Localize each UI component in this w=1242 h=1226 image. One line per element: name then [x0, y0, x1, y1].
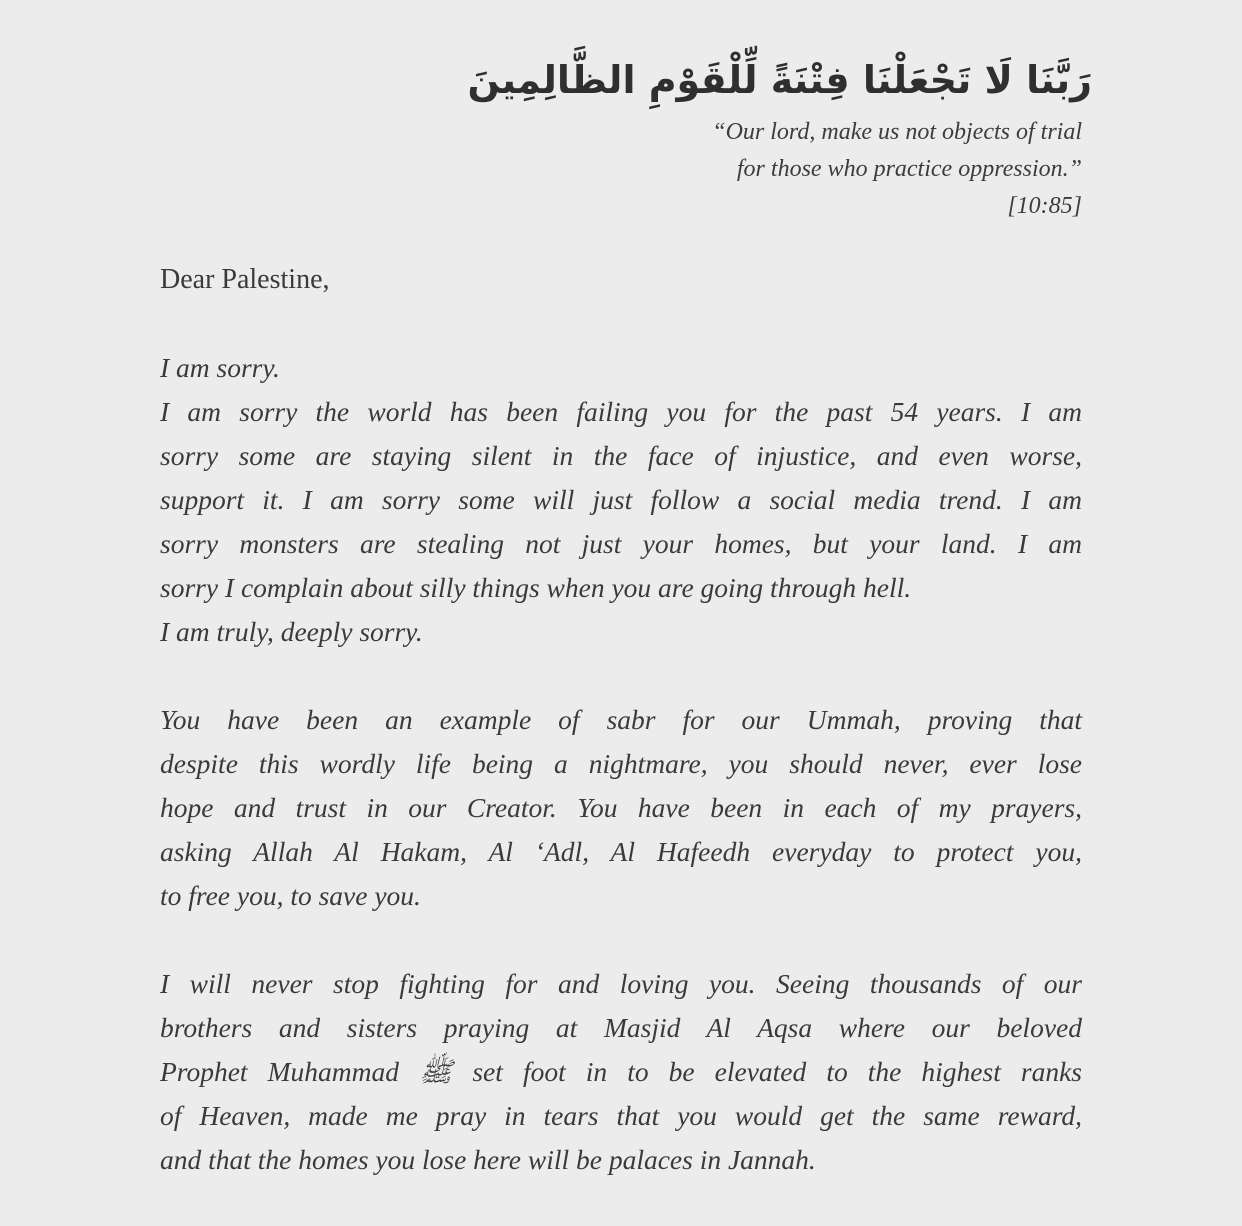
- paragraph-line: sorry I complain about silly things when you are going through hell.: [160, 572, 912, 603]
- paragraph-line: support it. I am sorry some will just follow a social media trend. I am: [160, 484, 1082, 515]
- arabic-verse: رَبَّنَا لَا تَجْعَلْنَا فِتْنَةً لِّلْقَوْمِ الظَّالِمِينَ: [467, 58, 1092, 102]
- letter-body: [160, 258, 1082, 1226]
- sabr-paragraph: [160, 698, 1082, 918]
- paragraph-line: to free you, to save you.: [160, 880, 421, 911]
- paragraph-line: despite this wordly life being a nightmare, you should never, ever lose: [160, 748, 1082, 779]
- paragraph-line: I am sorry.: [160, 352, 280, 383]
- translation-line: “Our lord, make us not objects of trial: [712, 119, 1082, 145]
- translation-line: for those who practice oppression.”: [736, 156, 1082, 182]
- paragraph-line: sorry monsters are stealing not just your homes, but your land. I am: [160, 528, 1082, 559]
- paragraph-line: I am truly, deeply sorry.: [160, 616, 423, 647]
- paragraph-line: I will never stop fighting for and loving you. Seeing thousands of our: [160, 968, 1082, 999]
- verse-reference: [10:85]: [1007, 193, 1082, 219]
- salutation: Dear Palestine,: [160, 264, 330, 295]
- prayer-paragraph: [160, 962, 1082, 1182]
- apology-paragraph: [160, 346, 1082, 654]
- verse-translation: [382, 114, 1082, 225]
- paragraph-line: I am sorry the world has been failing you for the past 54 years. I am: [160, 396, 1082, 427]
- paragraph-line: sorry some are staying silent in the face of injustice, and even worse,: [160, 440, 1082, 471]
- paragraph-line: and that the homes you lose here will be palaces in Jannah.: [160, 1144, 816, 1175]
- paragraph-line: brothers and sisters praying at Masjid Al Aqsa where our beloved: [160, 1012, 1082, 1043]
- quran-epigraph: [382, 50, 1092, 225]
- paragraph-line: hope and trust in our Creator. You have been in each of my prayers,: [160, 792, 1082, 823]
- paragraph-line: Prophet Muhammad ﷺ set foot in to be elevated to the highest ranks: [160, 1056, 1082, 1087]
- paragraph-line: You have been an example of sabr for our Ummah, proving that: [160, 704, 1082, 735]
- paragraph-line: asking Allah Al Hakam, Al ‘Adl, Al Hafeedh everyday to protect you,: [160, 836, 1082, 867]
- paragraph-line: of Heaven, made me pray in tears that you would get the same reward,: [160, 1100, 1082, 1131]
